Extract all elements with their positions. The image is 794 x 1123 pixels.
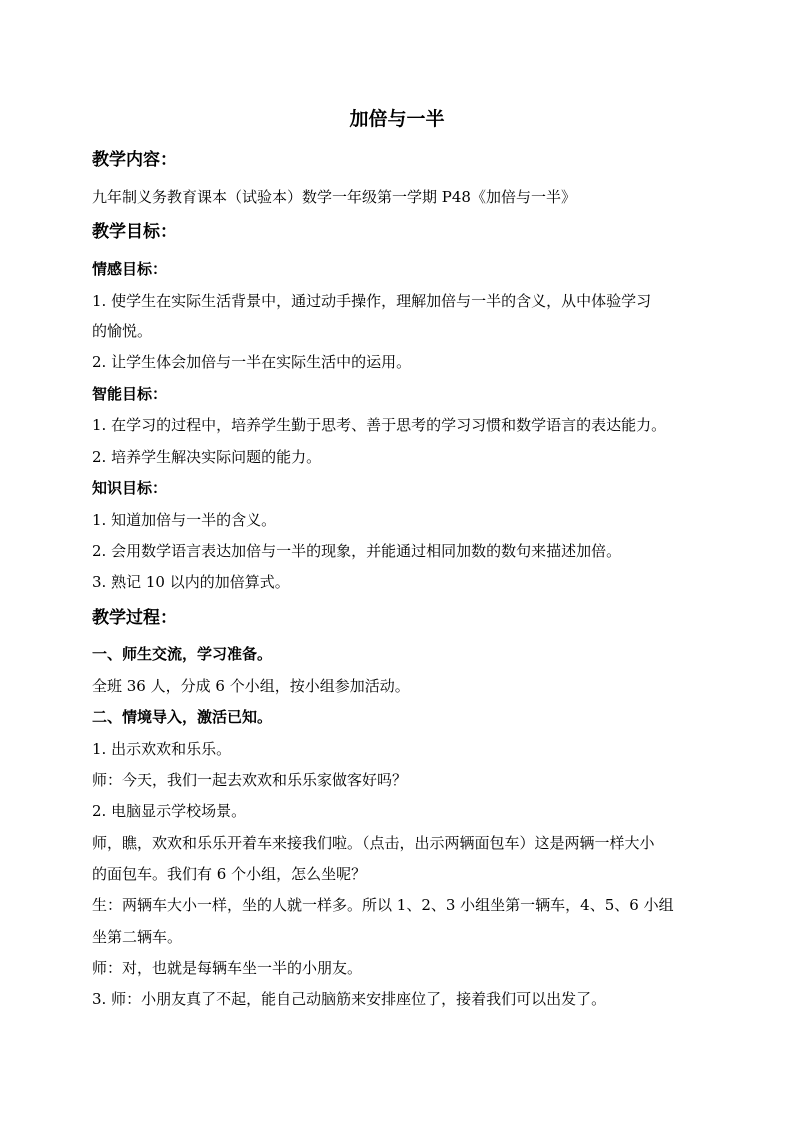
document-title: 加倍与一半 xyxy=(349,108,445,130)
paragraph: 1. 使学生在实际生活背景中，通过动手操作，理解加倍与一半的含义，从中体验学习 xyxy=(92,292,652,310)
subheading-step-one: 一、师生交流，学习准备。 xyxy=(92,645,273,663)
paragraph: 师，瞧，欢欢和乐乐开着车来接我们啦。（点击，出示两辆面包车）这是两辆一样大小 xyxy=(92,834,655,852)
paragraph: 1. 出示欢欢和乐乐。 xyxy=(92,740,232,758)
paragraph: 1. 知道加倍与一半的含义。 xyxy=(92,511,277,529)
paragraph: 2. 会用数学语言表达加倍与一半的现象，并能通过相同加数的数句来描述加倍。 xyxy=(92,542,622,560)
paragraph: 1. 在学习的过程中，培养学生勤于思考、善于思考的学习习惯和数学语言的表达能力。 xyxy=(92,416,667,434)
paragraph: 九年制义务教育课本（试验本）数学一年级第一学期 P48《加倍与一半》 xyxy=(92,188,576,206)
subheading-knowledge: 知识目标： xyxy=(92,479,168,497)
paragraph: 3. 熟记 10 以内的加倍算式。 xyxy=(92,573,290,591)
subheading-step-two: 二、情境导入，激活已知。 xyxy=(92,708,273,726)
subheading-intellectual: 智能目标： xyxy=(92,385,168,403)
subheading-emotional: 情感目标： xyxy=(92,260,168,278)
paragraph: 坐第二辆车。 xyxy=(92,928,183,946)
section-heading-objectives: 教学目标： xyxy=(92,222,177,242)
paragraph: 全班 36 人，分成 6 个小组，按小组参加活动。 xyxy=(92,677,410,695)
paragraph: 2. 电脑显示学校场景。 xyxy=(92,802,247,820)
section-heading-content: 教学内容： xyxy=(92,150,177,170)
section-heading-process: 教学过程： xyxy=(92,608,177,628)
paragraph: 3. 师：小朋友真了不起，能自己动脑筋来安排座位了，接着我们可以出发了。 xyxy=(92,990,607,1008)
paragraph: 师：今天，我们一起去欢欢和乐乐家做客好吗？ xyxy=(92,771,408,789)
paragraph: 的面包车。我们有 6 个小组，怎么坐呢？ xyxy=(92,865,367,883)
paragraph: 2. 培养学生解决实际问题的能力。 xyxy=(92,448,322,466)
paragraph: 生：两辆车大小一样，坐的人就一样多。所以 1、2、3 小组坐第一辆车，4、5、6 小组 xyxy=(92,896,674,914)
paragraph: 师：对，也就是每辆车坐一半的小朋友。 xyxy=(92,959,363,977)
paragraph: 2. 让学生体会加倍与一半在实际生活中的运用。 xyxy=(92,353,412,371)
paragraph: 的愉悦。 xyxy=(92,322,153,340)
